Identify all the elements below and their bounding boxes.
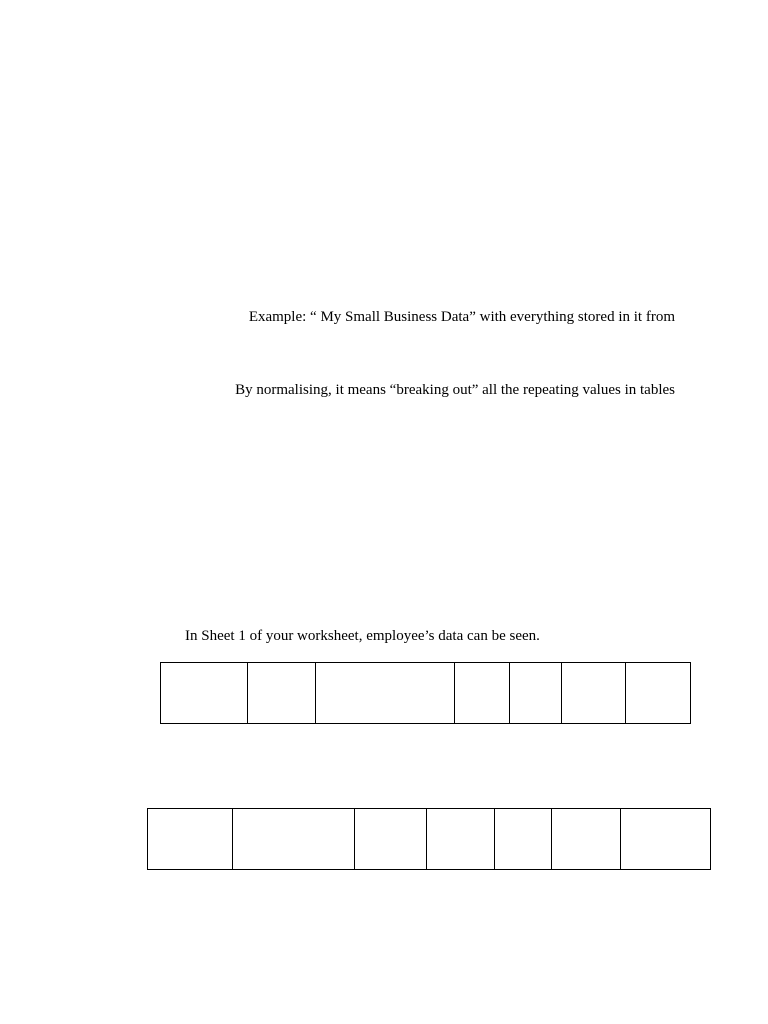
table-row [161, 663, 691, 724]
table-cell [495, 809, 552, 870]
table-cell [510, 663, 562, 724]
table-cell [316, 663, 455, 724]
table-cell [621, 809, 711, 870]
table-cell [455, 663, 510, 724]
table-cell [562, 663, 626, 724]
table-cell [355, 809, 427, 870]
table-cell [233, 809, 355, 870]
table-cell [161, 663, 248, 724]
table-row [148, 809, 711, 870]
example-paragraph: Example: “ My Small Business Data” with everything stored in it from [248, 309, 675, 325]
table-cell [552, 809, 621, 870]
table-cell [427, 809, 495, 870]
sheet-intro-paragraph: In Sheet 1 of your worksheet, employee’s data can be seen. [185, 628, 540, 644]
table-cell [626, 663, 691, 724]
normalising-paragraph: By normalising, it means “breaking out” all the repeating values in tables [235, 382, 675, 398]
table-cell [248, 663, 316, 724]
employee-table-2 [147, 808, 711, 870]
table-cell [148, 809, 233, 870]
employee-table-1 [160, 662, 691, 724]
